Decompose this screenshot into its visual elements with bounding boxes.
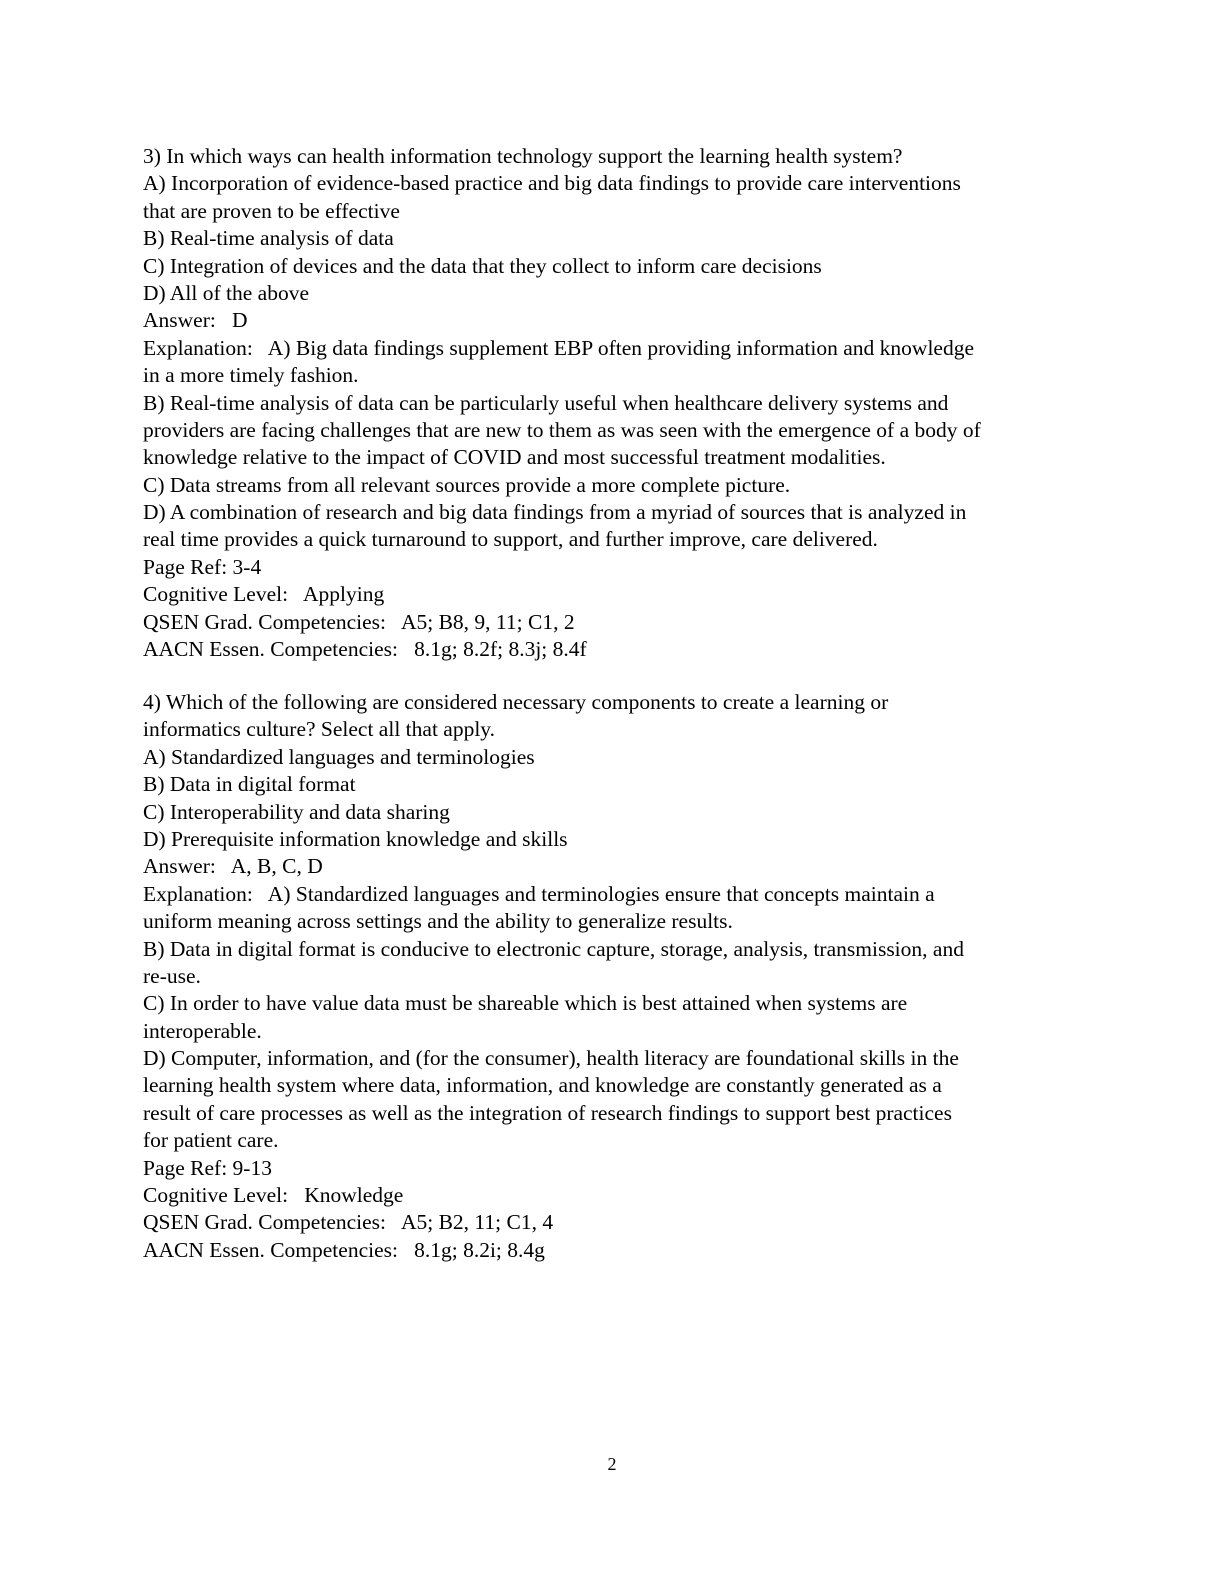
q4-page-ref: Page Ref: 9-13 — [143, 1155, 272, 1180]
q4-explanation-line: interoperable. — [143, 1018, 262, 1043]
q4-explanation-line: D) Computer, information, and (for the consumer), health literacy are foundational skills in the — [143, 1046, 959, 1071]
page-number: 2 — [607, 1454, 617, 1474]
q3-option-c: C) Integration of devices and the data that they collect to inform care decisions — [143, 253, 822, 278]
q4-option-a: A) Standardized languages and terminologies — [143, 744, 535, 769]
q4-explanation-line: result of care processes as well as the integration of research findings to support best practices — [143, 1100, 952, 1125]
q3-explanation-line: B) Real-time analysis of data can be particularly useful when healthcare delivery systems and — [143, 390, 949, 415]
q3-stem: 3) In which ways can health information technology support the learning health system? — [143, 144, 903, 168]
question-3-block — [143, 143, 1093, 663]
q3-explanation: Explanation: A) Big data findings supplement EBP often providing information and knowledge — [143, 335, 975, 360]
q3-option-d: D) All of the above — [143, 280, 309, 305]
q4-option-d: D) Prerequisite information knowledge and skills — [143, 826, 568, 851]
q3-option-b: B) Real-time analysis of data — [143, 226, 394, 251]
q4-stem: 4) Which of the following are considered necessary components to create a learning or — [143, 690, 889, 714]
question-4-block — [143, 689, 1093, 1264]
q3-page-ref: Page Ref: 3-4 — [143, 554, 262, 579]
q3-cognitive-level: Cognitive Level: Applying — [143, 582, 385, 607]
q4-cognitive-level: Cognitive Level: Knowledge — [143, 1183, 404, 1208]
q3-explanation-line: C) Data streams from all relevant sources provide a more complete picture. — [143, 472, 791, 497]
q4-explanation-line: C) In order to have value data must be shareable which is best attained when systems are — [143, 991, 908, 1016]
q3-aacn-competencies: AACN Essen. Competencies: 8.1g; 8.2f; 8.3j; 8.4f — [143, 637, 587, 662]
q3-explanation-line: real time provides a quick turnaround to support, and further improve, care delivered. — [143, 527, 878, 552]
q4-explanation-line: re-use. — [143, 963, 201, 988]
q4-stem-cont: informatics culture? Select all that apply. — [143, 717, 496, 742]
q4-qsen-competencies: QSEN Grad. Competencies: A5; B2, 11; C1, 4 — [143, 1210, 554, 1235]
q3-explanation-line: D) A combination of research and big data findings from a myriad of sources that is analyzed in — [143, 500, 967, 525]
q4-explanation-line: uniform meaning across settings and the ability to generalize results. — [143, 909, 733, 934]
q4-aacn-competencies: AACN Essen. Competencies: 8.1g; 8.2i; 8.4g — [143, 1237, 545, 1262]
q3-explanation-line: providers are facing challenges that are new to them as was seen with the emergence of a body of — [143, 417, 981, 442]
q3-explanation-line: knowledge relative to the impact of COVID and most successful treatment modalities. — [143, 445, 886, 470]
q4-option-b: B) Data in digital format — [143, 772, 356, 797]
q4-option-c: C) Interoperability and data sharing — [143, 799, 450, 824]
q3-answer: Answer: D — [143, 308, 248, 333]
q3-explanation-line: in a more timely fashion. — [143, 363, 359, 388]
q3-option-a: A) Incorporation of evidence-based practice and big data findings to provide care interventions — [143, 171, 961, 196]
q4-explanation: Explanation: A) Standardized languages and terminologies ensure that concepts maintain a — [143, 881, 935, 906]
q4-explanation-line: B) Data in digital format is conducive to electronic capture, storage, analysis, transmission, and — [143, 936, 964, 961]
q3-option-a-cont: that are proven to be effective — [143, 198, 400, 223]
q4-answer: Answer: A, B, C, D — [143, 854, 323, 879]
q3-qsen-competencies: QSEN Grad. Competencies: A5; B8, 9, 11; C1, 2 — [143, 609, 575, 634]
q4-explanation-line: learning health system where data, information, and knowledge are constantly generated as a — [143, 1073, 942, 1098]
q4-explanation-line: for patient care. — [143, 1128, 279, 1153]
